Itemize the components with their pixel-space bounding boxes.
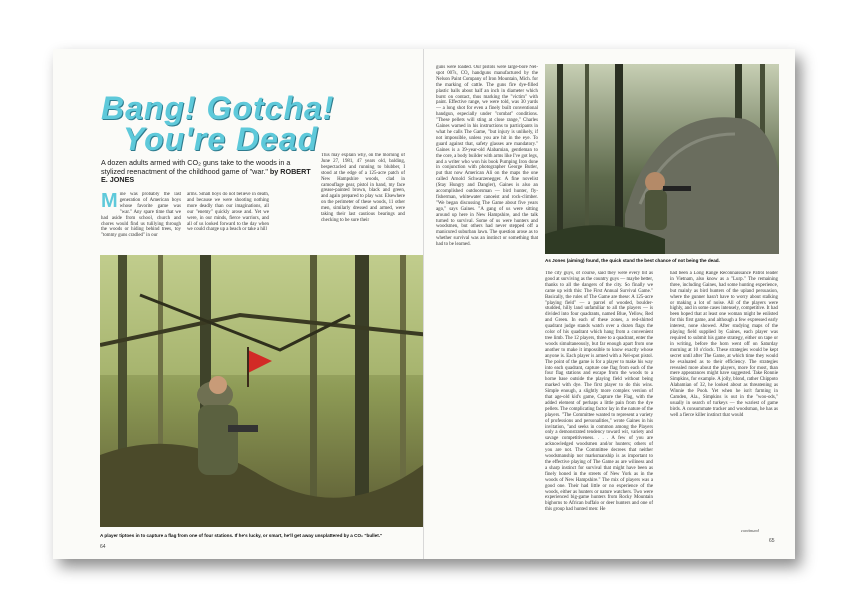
forest-flag-photo [100, 255, 423, 527]
title-line-1: Bang! Gotcha! [101, 90, 335, 126]
right-page [424, 49, 795, 559]
left-page [53, 49, 424, 559]
body-column-1-text: ine was probably the last generation of American boys whose favorite game was "war." Any spare time that we had aside from school, church and chores would find us tulilying through the woods or hiding behind trees, toy "tommy guns cradled" in our [101, 192, 181, 239]
right-photo-caption: As Jones (aiming) found, the quick stand the best chance of not being the dead. [545, 258, 720, 263]
right-body-column-2: The city guys, of course, said they were every bit as good at surviving as the country guys — maybe better, thanks to all the dangers of the city. So finally we came up with this: The First Annual Survival Game." Basically, the rules of The Game are these: A 125-acre "playing field" — a parcel of wooded, boulder-studded, hilly land unfamiliar to all the players — is divided into four quadrants, named Blue, Yellow, Red and Green. In each of these zones, a red-shirted quadrant judge stands watch over a dozen flags the color of his quadrant which hang from a convenient tree limb. The 12 players, three to a quadrant, enter the woods simultaneously, but far enough apart from one another to make it impossible to know exactly whose anyone is. Each player is armed with a Nel-spot pistol. The point of the game is for a player to make his way into each quadrant, capture one flag from each of the four flag stations and escape from the woods to a horne base outside the playing field without being marked with dye. The first player to do this wins. Simple enough, a slightly more complex version of that age-old kid's game, Capture the Flag, with the added element of perhaps a little pain from the dye pellets. The complicating factor lay in the nature of the players. "The Committee wanted to represent a variety of professions and personalities," wrote Gaines in his invitation, "and seeks in common among the Players only a demonstrated tendency toward wit, variety and savage competitiveness. . . . A few of you are acknowledged woodsmen and/or hunters; others of you are not. The Committee decrees that neither woodsmanship nor marksmanship is as important to the effective playing of The Game as are wiliness and a sharp instinct for survival that might have been as finely honed in the streets of New York as in the woods of New Hampshire." The mix of players was a good one. Their had little or no experience of the woods, either as hunters or nature watchers. Two were experienced big-game hunters from Rocky Mountain bighorns to African buffalo or deer hunters and one of this group had hunted men: He [545, 271, 653, 513]
body-column-3: This may explain why, on the morning of June 27, 1981, 47 years old, balding, bespectacled and running to blubber, I stood at the edge of a 125-acre patch of New Hampshire woods, clad in camouflage gear, pistol in hand, my face grease-painted brown, black and green, and again prepared to play war. Elsewhere on the perimeter of these woods, 11 other men, similarly dressed and armed, were taking their last cautious bearings and checking to be sure their [321, 153, 405, 223]
article-dek [101, 159, 311, 185]
body-column-1 [101, 192, 181, 250]
left-photo-caption: A player tiptoes in to capture a flag from one of four stations. If he's lucky, or smart, he'll get away unsplattered by a CO₂ "bullet." [100, 533, 383, 538]
forest-player-photo [545, 64, 779, 254]
forest-flag-illustration [100, 255, 423, 527]
right-body-column-1: guns were loaded. Our pistols were large-bore Nel-spot 007s, CO₂ handguns manufactured by the Nelson Paint Company of Iron Mountain, Mich. for the marking of cattle. The guns fire dye-filled plastic balls about half an inch in diameter which burst on contact, thus marking the "victim" with paint. Effective range, we were told, was 30 yards — a long shot for even a finely built conventional handgun, especially under "combat" conditions. "These pellets will sting at close range," Charles Gaines warned in his instructions to participants in what he calls The Game, "but injury is unlikely, if not impossible, unless you are hit in the eye. To guard against that, safety glasses are mandatory." Gaines is a 39-year-old Alabamian, gentleman to the core, a body builder with arms like I've got legs, and a writer who won his book Pumping Iron done in conjunction with photographer George Butler, put that now American Ali on the maps the one called Arnold Schwarzenegger. A fine novelist (Stay Hungry and Dangler), Gaines is also an accomplished outdoorsman — bird hunter, fly-fisherman, whitewater canoeist and rock-climber. "We began discussing The Game about five years ago," says Gaines. "A gang of us were sitting around up here in New Hampshire, and the talk turned to survival. Some of us were hunters and woodsmen, but others had never stepped off a manicured suburban lawn. The question arose as to whether survival was an instinct or something that had to be learned. [436, 65, 538, 248]
drop-cap: M [101, 192, 118, 212]
continued-label: continued [741, 528, 759, 533]
right-body-column-3: had been a Long Range Reconnaissance Patrol leader in Vietnam, also know as a "Lurp." The remaining three, including Gaines, had some hunting experience, but mainly as bird hunters of the upland persuasion, where the gunner hasn't have to worry about stalking or making a lot of noise. All of the players were highly, and in some cases intensely, competitive. It had been hoped that at least one woman might be enlisted for this first game, and although a few expressed early interest, none showed. After studying maps of the playing field supplied by Gaines, each player was required to submit his game strategy, either on tape or in writing, before the horn went off on Saturday morning at 10 o'clock. These strategies would be kept secret until after The Game, at which time they would be evaluated as to their efficiency. The strategies revealed more about the players, more for most, than mere appearances might have suggested. Take Ronnie Simpkins, for example. A jolly, blond, rather Chippoto Alabamian of 32, he looked about as threatening as Winnie the Pooh. Yet when he isn't farming in Camden, Ala., Simpkins is out in the "woo-ods," usually in search of turkeys — the wariest of game birds. A consummate tracker and woodsman, he has as well a fierce killer instinct that would [670, 271, 778, 418]
article-title [101, 90, 401, 157]
dek-text: A dozen adults armed with CO₂ guns take to the woods in a stylized reenactment of the childhood game of "war." [101, 158, 291, 176]
left-page-number: 64 [100, 544, 106, 550]
body-column-2: arms. Small boys do not believe in death, and because we were shooting nothing more deadly than our imaginations, all our "enemy" quickly arose and. Yet we were, in our minds, fierce warriors, and all of us looked forward to the day when we could charge up a beach or take a hill [187, 192, 269, 233]
title-line-2: You're Dead [123, 121, 319, 157]
right-page-number: 65 [769, 538, 775, 544]
forest-player-illustration [545, 64, 779, 254]
byline: by ROBERT E. JONES [101, 166, 311, 185]
magazine-spread [53, 49, 795, 559]
